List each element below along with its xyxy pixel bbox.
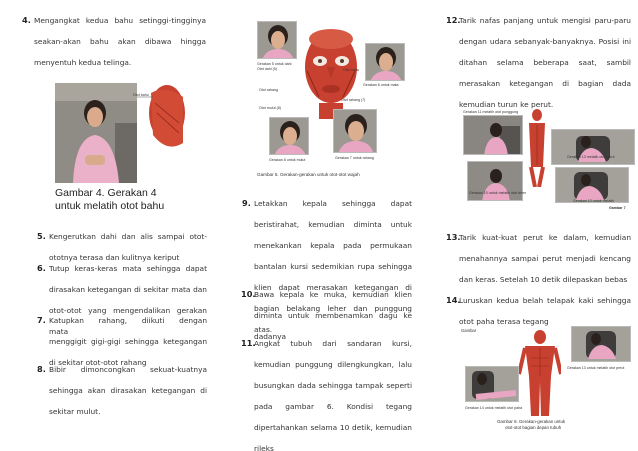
face-photo bbox=[258, 22, 297, 59]
figure-7-caption: Gambar 7 bbox=[609, 206, 626, 210]
label-g12: Gerakan 12 untuk melatih bbox=[573, 199, 615, 203]
label-g13: Gerakan 13 melatih otot perut bbox=[567, 155, 615, 159]
step-11 bbox=[241, 333, 412, 451]
step-8 bbox=[37, 359, 207, 422]
figure-5-caption: Gambar 5. Gerakan-gerakan untuk otot-otot wajah bbox=[257, 172, 360, 177]
step-number: 10. bbox=[241, 289, 256, 299]
figure-7-photo-back bbox=[463, 115, 523, 155]
neck-exercise-photo bbox=[468, 162, 523, 201]
step-text: Luruskan kedua belah telapak kaki sehingga otot paha terasa tegang bbox=[459, 296, 631, 326]
face-photo bbox=[334, 110, 377, 153]
step-number: 12. bbox=[446, 15, 461, 25]
figure-8 bbox=[461, 326, 637, 438]
step-number: 14. bbox=[446, 295, 461, 305]
label-otot-rahang-7: Otot rahang (7) bbox=[341, 98, 366, 102]
step-text: Kengerutkan dahi dan alis sampai otot-ototnya terasa dan kulitnya keriput bbox=[49, 232, 207, 262]
leg-exercise-photo bbox=[466, 367, 519, 402]
figure-7-photo-neck bbox=[467, 161, 523, 201]
step-text: Bawa kepala ke muka, kemudian klien diminta untuk membenamkan dagu ke dadanya bbox=[254, 290, 412, 341]
figure-8-photo-thigh bbox=[465, 366, 519, 402]
step-4 bbox=[22, 10, 206, 73]
figure-5-muscle-face bbox=[301, 27, 361, 119]
face-photo bbox=[270, 118, 309, 155]
figure-5-photo-mouth bbox=[269, 117, 309, 155]
step-text: Tarik kuat-kuat perut ke dalam, kemudian menahannya sampai perut menjadi kencang dan keras. Setelah 10 detik dilepaskan bebas bbox=[459, 233, 631, 284]
label-g14-paha: Gerakan 14 untuk melatih otot paha bbox=[465, 406, 523, 410]
step-number: 8. bbox=[37, 364, 46, 374]
step-number: 7. bbox=[37, 315, 46, 325]
step-number: 4. bbox=[22, 15, 31, 25]
figure-5-photo-jaw bbox=[333, 109, 377, 153]
step-text: Tarik nafas panjang untuk mengisi paru-paru dengan udara sebanyak-banyaknya. Posisi ini ditahan selama beberapa saat, sambil merasakan ketegangan di bagian dada kemudian turun ke perut. bbox=[459, 16, 631, 109]
step-number: 9. bbox=[242, 198, 251, 208]
figure-7-muscle-body bbox=[526, 107, 548, 187]
step-text: Mengangkat kedua bahu setinggi-tingginya seakan-akan bahu akan dibawa hingga menyentuh kedua telinga. bbox=[34, 16, 206, 67]
label-g5: Gerakan 5 untuk dahi bbox=[257, 62, 292, 66]
step-text: Bibir dimoncongkan sekuat-kuatnya sehingga akan dirasakan ketegangan di sekitar mulut. bbox=[49, 365, 207, 416]
torso-muscle-diagram bbox=[526, 107, 548, 187]
label-g8: Gerakan 8 untuk mulut bbox=[269, 158, 306, 162]
figure-4-caption-line2: untuk melatih otot bahu bbox=[55, 200, 165, 212]
label-gambar: Gambar bbox=[461, 328, 477, 333]
label-otot-mulut: Otot mulut (8) bbox=[259, 106, 281, 110]
reclining-exercise-photo bbox=[572, 327, 631, 362]
column-left bbox=[0, 0, 215, 451]
reclining-exercise-photo bbox=[556, 168, 629, 203]
figure-8-muscle-body bbox=[519, 330, 561, 416]
column-right bbox=[427, 0, 638, 451]
step-text: Angkat tubuh dari sandaran kursi, kemudian punggung dilengkungkan, lalu busungkan dada sehingga tampak seperti pada gambar 6. Kondisi tegang dipertahankan selama 10 detik, kemudian rileks bbox=[254, 339, 412, 451]
shoulder-exercise-illustration bbox=[55, 83, 185, 183]
figure-5-photo-eyes bbox=[365, 43, 405, 81]
step-number: 6. bbox=[37, 263, 46, 273]
figure-7-photo-chair-2 bbox=[555, 167, 629, 203]
figure-4-photo bbox=[55, 83, 185, 183]
step-number: 5. bbox=[37, 231, 46, 241]
figure-5 bbox=[257, 21, 405, 185]
front-body-muscle-diagram bbox=[519, 330, 561, 416]
figure-4-label: Otot bahu bbox=[133, 93, 149, 97]
facial-muscle-diagram bbox=[301, 27, 361, 119]
step-text: Tutup keras-keras mata sehingga dapat dirasakan ketegangan di sekitar mata dan otot-otot yang mengendalikan gerakan mata bbox=[49, 264, 207, 336]
label-otot-mata: Otot mata bbox=[343, 68, 359, 72]
figure-8-photo-abdomen bbox=[571, 326, 631, 362]
label-otot-rahang: Otot rahang bbox=[259, 88, 278, 92]
figure-4-caption-line1: Gambar 4. Gerakan 4 bbox=[55, 187, 157, 199]
label-g7: Gerakan 7 untuk rahang bbox=[335, 156, 374, 160]
step-number: 13. bbox=[446, 232, 461, 242]
figure-8-caption-line1: Gambar 8. Gerakan-gerakan untuk bbox=[497, 419, 566, 424]
step-12 bbox=[446, 10, 631, 115]
step-number: 11. bbox=[241, 338, 256, 348]
back-exercise-photo bbox=[464, 116, 523, 155]
figure-7 bbox=[463, 107, 635, 211]
reclining-exercise-photo bbox=[552, 130, 635, 165]
figure-8-caption-line2: otot-otot bagian depan tubuh bbox=[505, 425, 562, 430]
figure-5-photo-forehead bbox=[257, 21, 297, 59]
label-g5b: Otot dahi (5) bbox=[257, 67, 277, 71]
step-text: Letakkan kepala sehingga dapat beristirahat, kemudian diminta untuk menekankan kepala pada permukaan bantalan kursi sedemikian rupa sehingga klien dapat merasakan ketegangan di bagian belakang leher dan punggung atas. bbox=[254, 199, 412, 334]
label-g13-perut: Gerakan 13 untuk melatih otot perut bbox=[567, 366, 625, 370]
face-photo bbox=[366, 44, 405, 81]
label-g10: Gerakan 10 untuk melatih otot leher bbox=[469, 191, 527, 195]
label-g6: Gerakan 6 untuk mata bbox=[363, 83, 399, 87]
figure-7-photo-chair-1 bbox=[551, 129, 635, 165]
step-13 bbox=[446, 227, 631, 290]
column-middle bbox=[215, 0, 427, 451]
label-g11: Gerakan 11 melatih otot punggung bbox=[463, 110, 519, 114]
step-text: Katupkan rahang, diikuti dengan menggigit gigi-gigi sehingga ketegangan di sekitar otot-otot rahang bbox=[49, 316, 207, 367]
